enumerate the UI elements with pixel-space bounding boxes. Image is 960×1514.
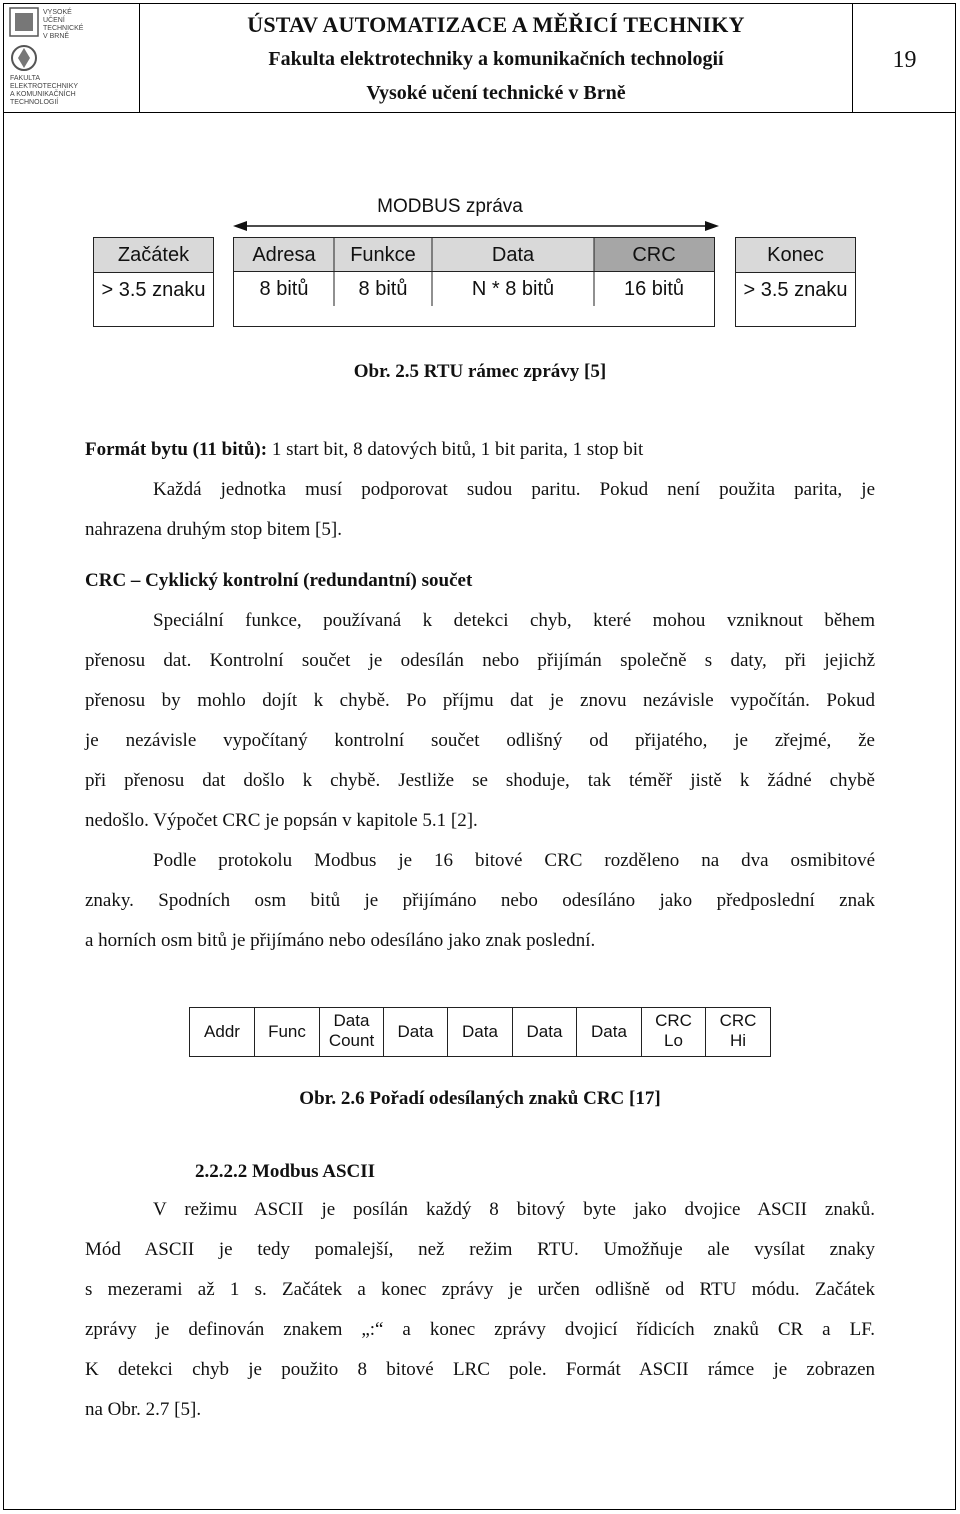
modbus-crc-line-3: a horních osm bitů je přijímáno nebo odesíláno jako znak poslední. [85,930,596,951]
byte-format-label: Formát bytu (11 bitů): [85,439,268,460]
field-funkce-size: 8 bitů [358,278,408,300]
cell-data-count [319,1008,383,1056]
cell-data-4: Data [576,1008,641,1056]
cell-crc-lo-l2: Lo [664,1031,683,1050]
field-data-name: Data [432,238,594,272]
modbus-crc-line-2: znaky. Spodních osm bitů je přijímáno nebo odesíláno jako předposlední znak [85,890,875,911]
body-text-1 [85,430,875,550]
crc-line-1: Speciální funkce, používaná k detekci chyb, které mohou vzniknout během [153,610,875,631]
cell-crc-lo [641,1008,705,1056]
frame-start-size: > 3.5 znaku [101,279,206,301]
cell-data-1: Data [383,1008,447,1056]
field-crc-size: 16 bitů [623,278,685,300]
field-adresa-name: Adresa [234,238,334,272]
ascii-line-1: V režimu ASCII je posílán každý 8 bitový byte jako dvojice ASCII znaků. [153,1199,875,1220]
crc-line-5: při přenosu dat došlo k chybě. Jestliže se shoduje, tak téměř jistě k žádné chybě [85,770,875,791]
field-adresa-size: 8 bitů [259,278,309,300]
cell-crc-hi-l1: CRC [719,1011,757,1030]
section-heading: 2.2.2.2 Modbus ASCII [195,1161,376,1182]
faculty-name: Fakulta elektrotechniky a komunikačních technologií [268,48,724,70]
cell-data-count-l1: Data [333,1011,370,1030]
field-crc-name: CRC [594,238,714,272]
frame-end-size: > 3.5 znaku [743,279,848,301]
institute-name: ÚSTAV AUTOMATIZACE A MĚŘICÍ TECHNIKY [247,12,745,37]
crc-line-3: přenosu by mohlo dojít k chybě. Po příjmu dat je znovu nezávisle vypočítán. Pokud [85,690,875,711]
frame-end-name: Konec [736,238,855,273]
frame-start-name: Začátek [94,238,213,273]
cell-data-2: Data [447,1008,512,1056]
crc-line-2: přenosu dat. Kontrolní součet je odesílán nebo přijímán společně s daty, při jejichž [85,650,875,671]
crc-heading: CRC – Cyklický kontrolní (redundantní) součet [85,570,473,591]
university-logo-text: VYSOKÉ UČENÍ TECHNICKÉ V BRNĚ [43,9,84,40]
crc-line-6: nedošlo. Výpočet CRC je popsán v kapitole 5.1 [2]. [85,810,478,831]
ascii-line-2: Mód ASCII je tedy pomalejší, než režim RTU. Umožňuje ale vysílat znaky [85,1239,875,1260]
ascii-line-4: zprávy je definován znakem „:“ a konec zprávy dvojicí řídicích znaků CR a LF. [85,1319,875,1340]
figure1-caption: Obr. 2.5 RTU rámec zprávy [5] [353,361,607,382]
cell-crc-hi-l2: Hi [729,1031,747,1050]
byte-format-value: 1 start bit, 8 datových bitů, 1 bit parita, 1 stop bit [267,439,644,460]
page-number: 19 [852,3,956,113]
parity-line-2: nahrazena druhým stop bitem [5]. [85,519,342,540]
body-text-crc [85,561,875,961]
crc-line-4: je nezávisle vypočítaný kontrolní součet odlišný od přijatého, je zřejmé, že [85,730,875,751]
figure2-caption: Obr. 2.6 Pořadí odesílaných znaků CRC [17] [299,1088,661,1109]
field-data-size: N * 8 bitů [471,278,555,300]
faculty-logo-text: FAKULTA ELEKTROTECHNIKY A KOMUNIKAČNÍCH TECHNOLOGIÍ [10,75,79,106]
cell-data-3: Data [512,1008,576,1056]
frame-end-block [735,237,856,327]
parity-line-1: Každá jednotka musí podporovat sudou paritu. Pokud není použita parita, je [153,479,875,500]
ascii-line-3: s mezerami až 1 s. Začátek a konec zprávy je určen odlišně od RTU módu. Začátek [85,1279,875,1300]
university-name: Vysoké učení technické v Brně [366,82,626,104]
cell-addr: Addr [204,1022,240,1041]
cell-func: Func [254,1008,319,1056]
ascii-line-5: K detekci chyb je použito 8 bitové LRC pole. Formát ASCII rámce je zobrazen [85,1359,875,1380]
cell-crc-lo-l1: CRC [655,1011,692,1030]
modbus-message-label: MODBUS zpráva [377,196,523,217]
cell-data-count-l2: Count [328,1031,375,1050]
modbus-crc-line-1: Podle protokolu Modbus je 16 bitové CRC rozděleno na dva osmibitové [153,850,875,871]
byte-format-line [85,430,875,470]
field-funkce-name: Funkce [334,238,432,272]
cell-crc-hi [705,1008,770,1056]
body-text-ascii [85,1190,875,1430]
ascii-line-6: na Obr. 2.7 [5]. [85,1399,202,1420]
